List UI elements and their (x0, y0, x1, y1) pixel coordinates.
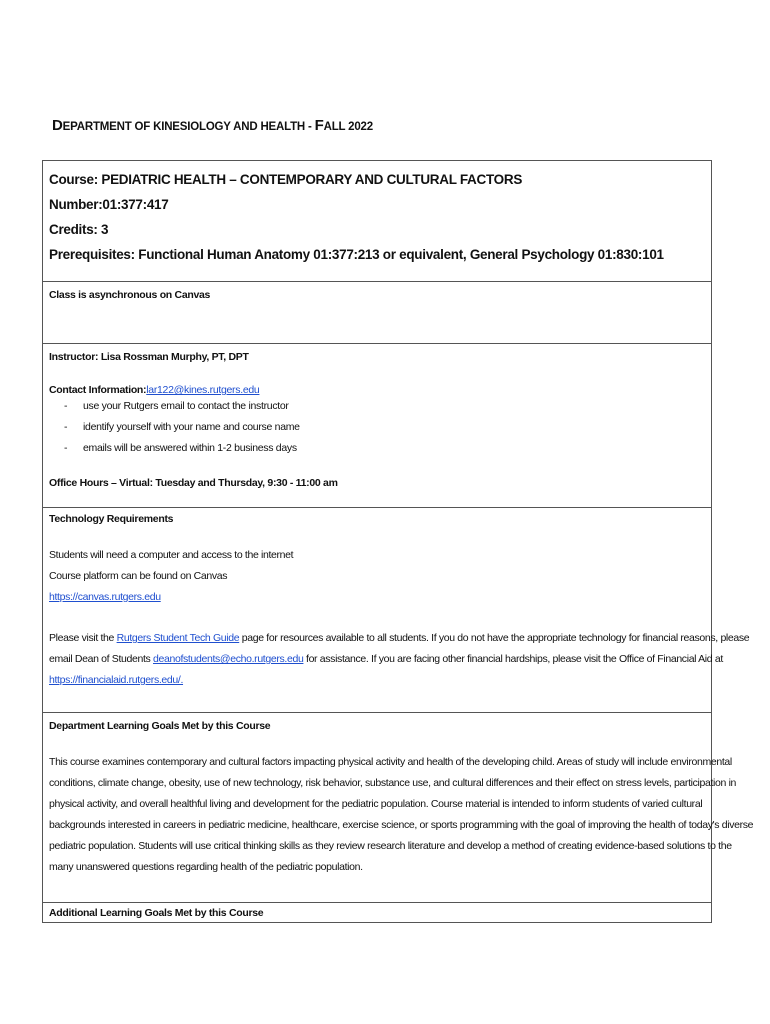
course-credits: Credits: 3 (49, 222, 109, 237)
goals-paragraph-line: conditions, climate change, obesity, use of new technology, risk behavior, substance use, and cultural differences and their effect on stress levels, participation in (49, 777, 737, 789)
instructor-name: Instructor: Lisa Rossman Murphy, PT, DPT (49, 351, 249, 363)
course-prerequisites: Prerequisites: Functional Human Anatomy 01:377:213 or equivalent, General Psychology 01:830:101 (49, 247, 664, 262)
list-item: - use your Rutgers email to contact the instructor (64, 400, 289, 412)
office-hours: Office Hours – Virtual: Tuesday and Thursday, 9:30 - 11:00 am (49, 477, 338, 489)
list-item: - emails will be answered within 1-2 business days (64, 442, 297, 454)
additional-goals-cell (43, 902, 711, 922)
course-number: Number:01:377:417 (49, 197, 169, 212)
canvas-link[interactable]: https://canvas.rutgers.edu (49, 591, 161, 603)
contact-guidelines-list (49, 396, 711, 459)
tech-guide-link[interactable]: Rutgers Student Tech Guide (116, 632, 240, 644)
title-initial-f: F (314, 117, 324, 134)
technology-cell (43, 507, 750, 712)
goals-paragraph-line: many unanswered questions regarding health of the pediatric population. (49, 861, 363, 873)
async-note: Class is asynchronous on Canvas (49, 289, 211, 301)
contact-information (49, 384, 711, 396)
title-initial-d: D (52, 117, 63, 134)
tech-platform-line: Course platform can be found on Canvas (49, 570, 228, 582)
contact-label: Contact Information: (49, 384, 147, 396)
additional-goals-heading: Additional Learning Goals Met by this Course (49, 907, 264, 919)
tech-computer-line: Students will need a computer and access to the internet (49, 549, 294, 561)
goals-paragraph-line: backgrounds interested in careers in pediatric medicine, healthcare, exercise science, or sports programming with the goal of improving the health of today's diverse (49, 819, 754, 831)
instructor-cell (43, 343, 711, 507)
tech-paragraph-line-2: email Dean of Students deanofstudents@echo.rutgers.edu for assistance. If you are facing other financial hardships, please visit the Office of Financial Aid at (49, 653, 723, 665)
title-fall-text: ALL 2022 (323, 121, 373, 133)
list-item: - identify yourself with your name and course name (64, 421, 300, 433)
async-note-cell (43, 281, 711, 343)
instructor-email-link[interactable]: lar122@kines.rutgers.edu (146, 384, 260, 396)
department-title (52, 117, 373, 134)
syllabus-table (42, 160, 754, 923)
goals-paragraph-line: pediatric population. Students will use critical thinking skills as they review research literature and develop a method of creating evidence-based solutions to the (49, 840, 732, 852)
title-department-text: EPARTMENT OF KINESIOLOGY AND HEALTH - (62, 121, 315, 133)
course-info-cell (43, 161, 711, 281)
goals-paragraph-line: This course examines contemporary and cultural factors impacting physical activity and health of the developing child. Areas of study will include environmental (49, 756, 732, 768)
dean-email-link[interactable]: deanofstudents@echo.rutgers.edu (153, 653, 304, 665)
learning-goals-cell (43, 712, 754, 902)
goals-paragraph-line: physical activity, and overall healthful living and development for the pediatric population. Course material is intended to inform students of varied cultural (49, 798, 703, 810)
course-name: Course: PEDIATRIC HEALTH – CONTEMPORARY AND CULTURAL FACTORS (49, 172, 523, 187)
technology-heading: Technology Requirements (49, 513, 174, 525)
learning-goals-heading: Department Learning Goals Met by this Course (49, 720, 271, 732)
tech-paragraph-line-1: Please visit the Rutgers Student Tech Guide page for resources available to all students. If you do not have the appropriate technology for financial reasons, please (49, 632, 750, 644)
financial-aid-link[interactable]: https://financialaid.rutgers.edu/. (49, 674, 184, 686)
